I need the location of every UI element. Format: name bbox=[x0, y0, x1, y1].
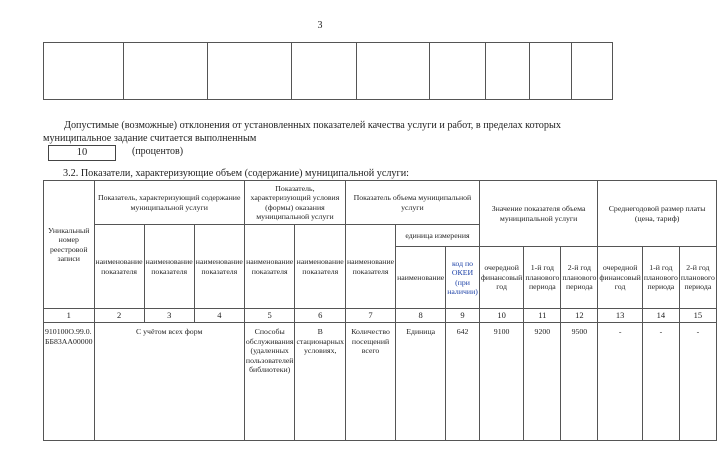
header-fee-plan-2: 2-й год планового периода bbox=[679, 247, 716, 309]
header-plan-year-2: 2-й год планового периода bbox=[561, 247, 598, 309]
header-condition-name-2: наименование показателя bbox=[295, 225, 346, 309]
header-unique-number: Уникальный номер реестровой записи bbox=[44, 181, 95, 309]
cell-okei: 642 bbox=[446, 323, 480, 441]
cell-method: Способы обслуживания (удаленных пользователей библиотеки) bbox=[244, 323, 295, 441]
header-content-name-2: наименование показателя bbox=[144, 225, 194, 309]
header-fee-plan-1: 1-й год планового периода bbox=[642, 247, 679, 309]
cell-content: С учётом всех форм bbox=[94, 323, 244, 441]
header-avg-fee: Среднегодовой размер платы (цена, тариф) bbox=[598, 181, 717, 247]
header-conditions-indicator: Показатель, характеризующий условия (формы) оказания муниципальной услуги bbox=[244, 181, 345, 225]
header-okei-code: код по ОКЕИ (при наличии) bbox=[446, 247, 480, 309]
cell-plan-year-2: 9500 bbox=[561, 323, 598, 441]
cell-fee-plan-2: - bbox=[679, 323, 716, 441]
header-content-name-1: наименование показателя bbox=[94, 225, 144, 309]
column-number: 6 bbox=[295, 309, 346, 323]
volume-indicators-table bbox=[43, 180, 717, 441]
deviation-unit: (процентов) bbox=[132, 146, 184, 157]
column-number: 7 bbox=[345, 309, 395, 323]
cell-current-year: 9100 bbox=[479, 323, 523, 441]
cell-code: 910100О.99.0. ББ83АА00000 bbox=[44, 323, 95, 441]
header-content-name-3: наименование показателя bbox=[194, 225, 244, 309]
page-number: 3 bbox=[317, 20, 323, 31]
column-number: 3 bbox=[144, 309, 194, 323]
section-title: 3.2. Показатели, характеризующие объем (содержание) муниципальной услуги: bbox=[63, 168, 409, 179]
header-condition-name-1: наименование показателя bbox=[244, 225, 295, 309]
cell-plan-year-1: 9200 bbox=[524, 323, 561, 441]
column-number: 15 bbox=[679, 309, 716, 323]
column-number: 9 bbox=[446, 309, 480, 323]
column-number: 14 bbox=[642, 309, 679, 323]
column-number: 11 bbox=[524, 309, 561, 323]
cell-method-value: В стационарных условиях, bbox=[295, 323, 346, 441]
header-volume-indicator: Показатель объема муниципальной услуги bbox=[345, 181, 479, 225]
cell-volume-name: Количество посещений всего bbox=[345, 323, 395, 441]
header-current-year: очередной финансовый год bbox=[479, 247, 523, 309]
header-unit-name: наименование bbox=[396, 247, 446, 309]
cell-fee-current: - bbox=[598, 323, 642, 441]
header-volume-value: Значение показателя объема муниципальной услуги bbox=[479, 181, 598, 247]
column-number: 13 bbox=[598, 309, 642, 323]
column-number: 5 bbox=[244, 309, 295, 323]
deviation-text: Допустимые (возможные) отклонения от установленных показателей качества услуги и работ, в пределах которых bbox=[64, 120, 561, 131]
column-number: 4 bbox=[194, 309, 244, 323]
column-number: 1 bbox=[44, 309, 95, 323]
header-plan-year-1: 1-й год планового периода bbox=[524, 247, 561, 309]
table-row bbox=[44, 323, 717, 441]
header-volume-name: наименование показателя bbox=[345, 225, 395, 309]
deviation-text-2: муниципальное задание считается выполненным bbox=[43, 133, 257, 144]
column-number: 8 bbox=[396, 309, 446, 323]
column-number: 12 bbox=[561, 309, 598, 323]
column-number: 10 bbox=[479, 309, 523, 323]
deviation-value: 10 bbox=[48, 145, 116, 161]
header-unit: единица измерения bbox=[396, 225, 480, 247]
header-fee-current: очередной финансовый год bbox=[598, 247, 642, 309]
cell-fee-plan-1: - bbox=[642, 323, 679, 441]
column-number: 2 bbox=[94, 309, 144, 323]
header-content-indicator: Показатель, характеризующий содержание муниципальной услуги bbox=[94, 181, 244, 225]
quality-table-remainder bbox=[43, 42, 613, 100]
cell-unit-name: Единица bbox=[396, 323, 446, 441]
